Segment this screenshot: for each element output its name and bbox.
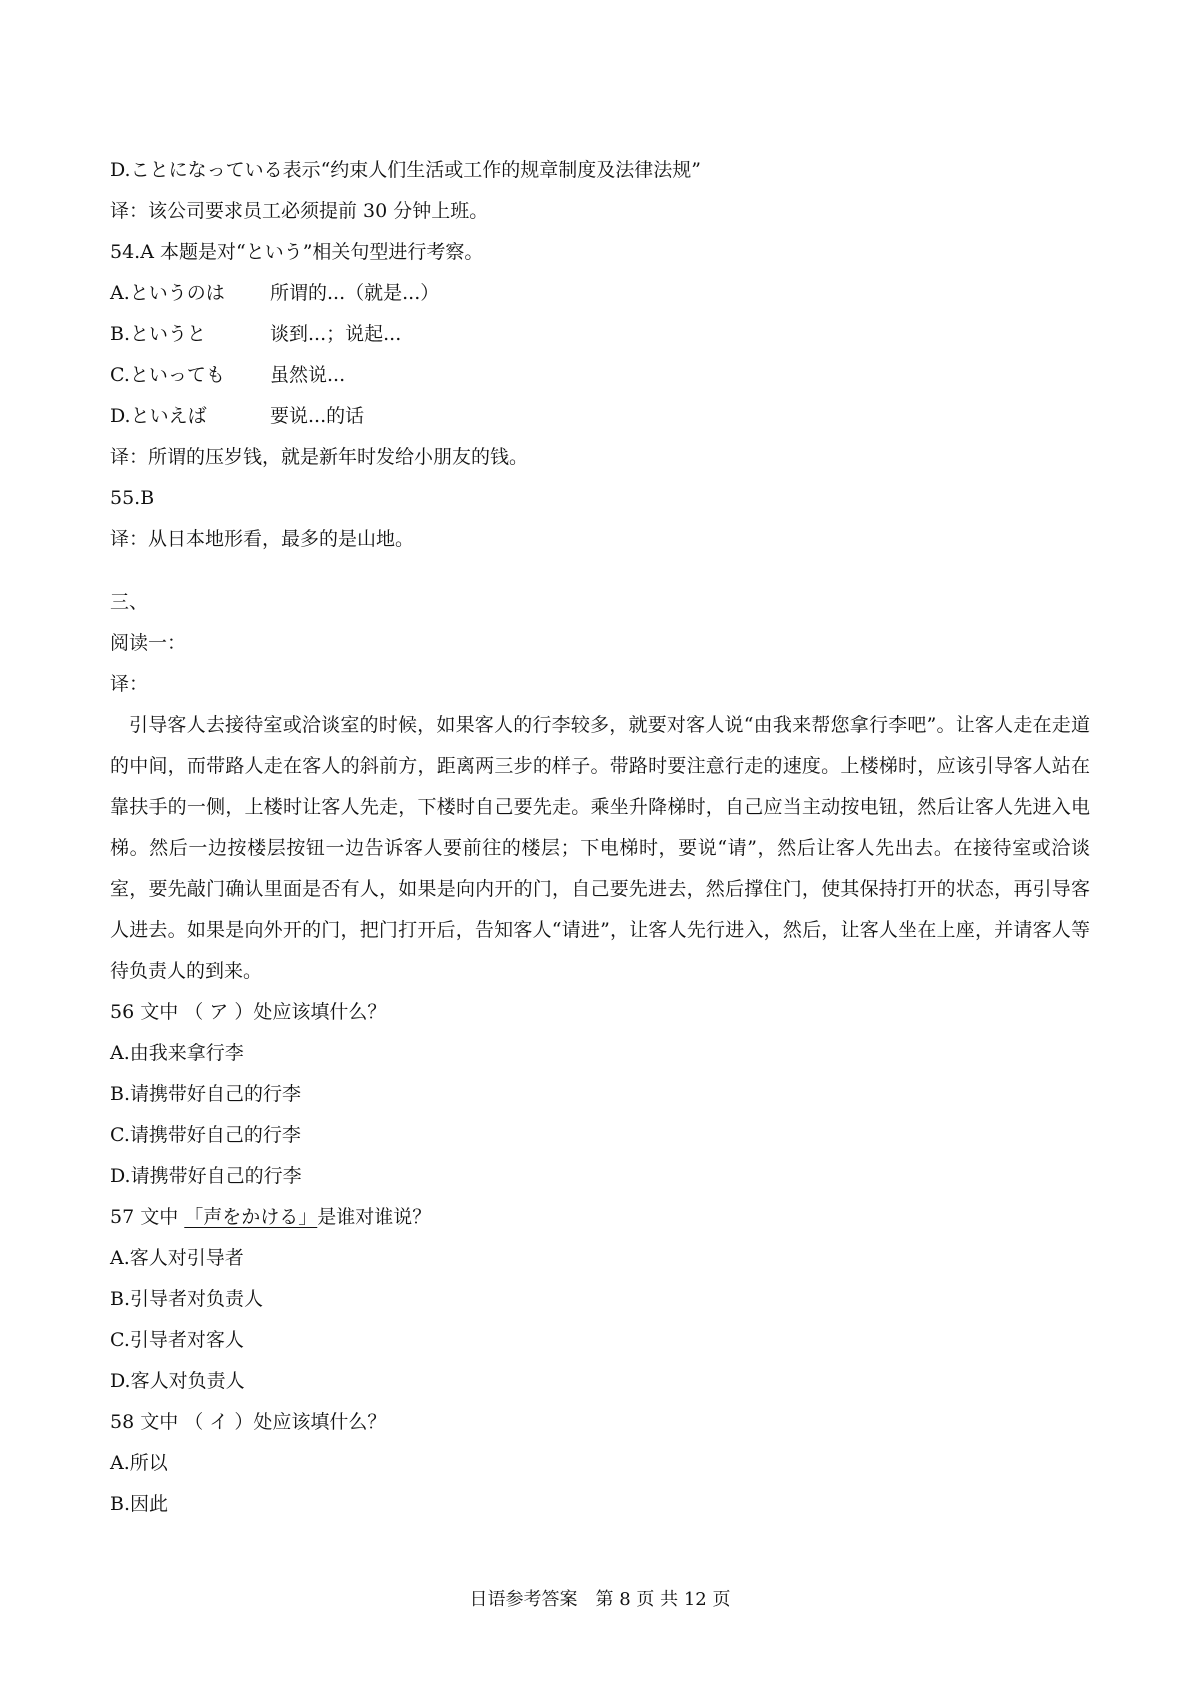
q57-option-d: D.客人对负责人: [110, 1370, 245, 1392]
q57-option-c: C.引导者对客人: [110, 1329, 244, 1351]
q56-option-d: D.请携带好自己的行李: [110, 1165, 302, 1187]
option-meaning: 谈到...；说起...: [270, 323, 402, 345]
option-key: B.というと: [110, 323, 207, 345]
reading-heading: 阅读一：: [110, 632, 187, 654]
text-line: 译：该公司要求员工必须提前 30 分钟上班。: [110, 200, 489, 222]
question-56-stem: 56 文中 （ ア ）处应该填什么？: [110, 1001, 387, 1023]
option-meaning: 所谓的...（就是...）: [270, 282, 440, 304]
question-58-stem: 58 文中 （ イ ）处应该填什么？: [110, 1411, 387, 1433]
text-line: 译：所谓的压岁钱，就是新年时发给小朋友的钱。: [110, 446, 529, 468]
question-57-stem: [110, 1197, 1090, 1238]
question-54-heading: 54.A 本题是对“という”相关句型进行考察。: [110, 241, 484, 263]
text-line: D.ことになっている表示“约束人们生活或工作的规章制度及法律法规”: [110, 159, 702, 181]
option-key: A.というのは: [110, 282, 225, 304]
q57-stem-suffix: 是谁对谁说？: [317, 1206, 432, 1228]
q56-option-a: A.由我来拿行李: [110, 1042, 244, 1064]
text-line: 译：从日本地形看，最多的是山地。: [110, 528, 415, 550]
translation-label: 译：: [110, 673, 149, 695]
q57-option-a: A.客人对引导者: [110, 1247, 244, 1269]
answer-content: [110, 150, 1090, 1525]
reading-passage: 引导客人去接待室或洽谈室的时候，如果客人的行李较多，就要对客人说“由我来帮您拿行李吧”。让客人走在走道的中间，而带路人走在客人的斜前方，距离两三步的样子。带路时要注意行走的速度。上楼梯时，应该引导客人站在靠扶手的一侧，上楼时让客人先走，下楼时自己要先走。乘坐升降梯时，自己应当主动按电钮，然后让客人先进入电梯。然后一边按楼层按钮一边告诉客人要前往的楼层；下电梯时，要说“请”，然后让客人先出去。在接待室或洽谈室，要先敲门确认里面是否有人，如果是向内开的门，自己要先进去，然后撑住门，使其保持打开的状态，再引导客人进去。如果是向外开的门，把门打开后，告知客人“请进”，让客人先行进入，然后，让客人坐在上座，并请客人等待负责人的到来。: [110, 714, 1090, 982]
q57-option-b: B.引导者对负责人: [110, 1288, 264, 1310]
q58-option-a: A.所以: [110, 1452, 168, 1474]
spacer: [110, 560, 1090, 582]
q56-option-b: B.请携带好自己的行李: [110, 1083, 302, 1105]
option-meaning: 要说...的话: [270, 405, 365, 427]
option-key: C.といっても: [110, 364, 225, 386]
option-key: D.といえば: [110, 405, 207, 427]
q58-option-b: B.因此: [110, 1493, 169, 1515]
page-footer: 日语参考答案 第 8 页 共 12 页: [469, 1589, 731, 1610]
q54-option-a: [110, 273, 1090, 314]
q54-option-c: [110, 355, 1090, 396]
q56-option-c: C.请携带好自己的行李: [110, 1124, 301, 1146]
q54-option-d: [110, 396, 1090, 437]
q57-stem-prefix: 57 文中: [110, 1206, 185, 1228]
section-number: 三、: [110, 591, 149, 613]
q54-option-b: [110, 314, 1090, 355]
q57-underlined-phrase: 「声をかける」: [184, 1206, 318, 1228]
option-meaning: 虽然说...: [270, 364, 346, 386]
question-55-answer: 55.B: [110, 487, 155, 509]
